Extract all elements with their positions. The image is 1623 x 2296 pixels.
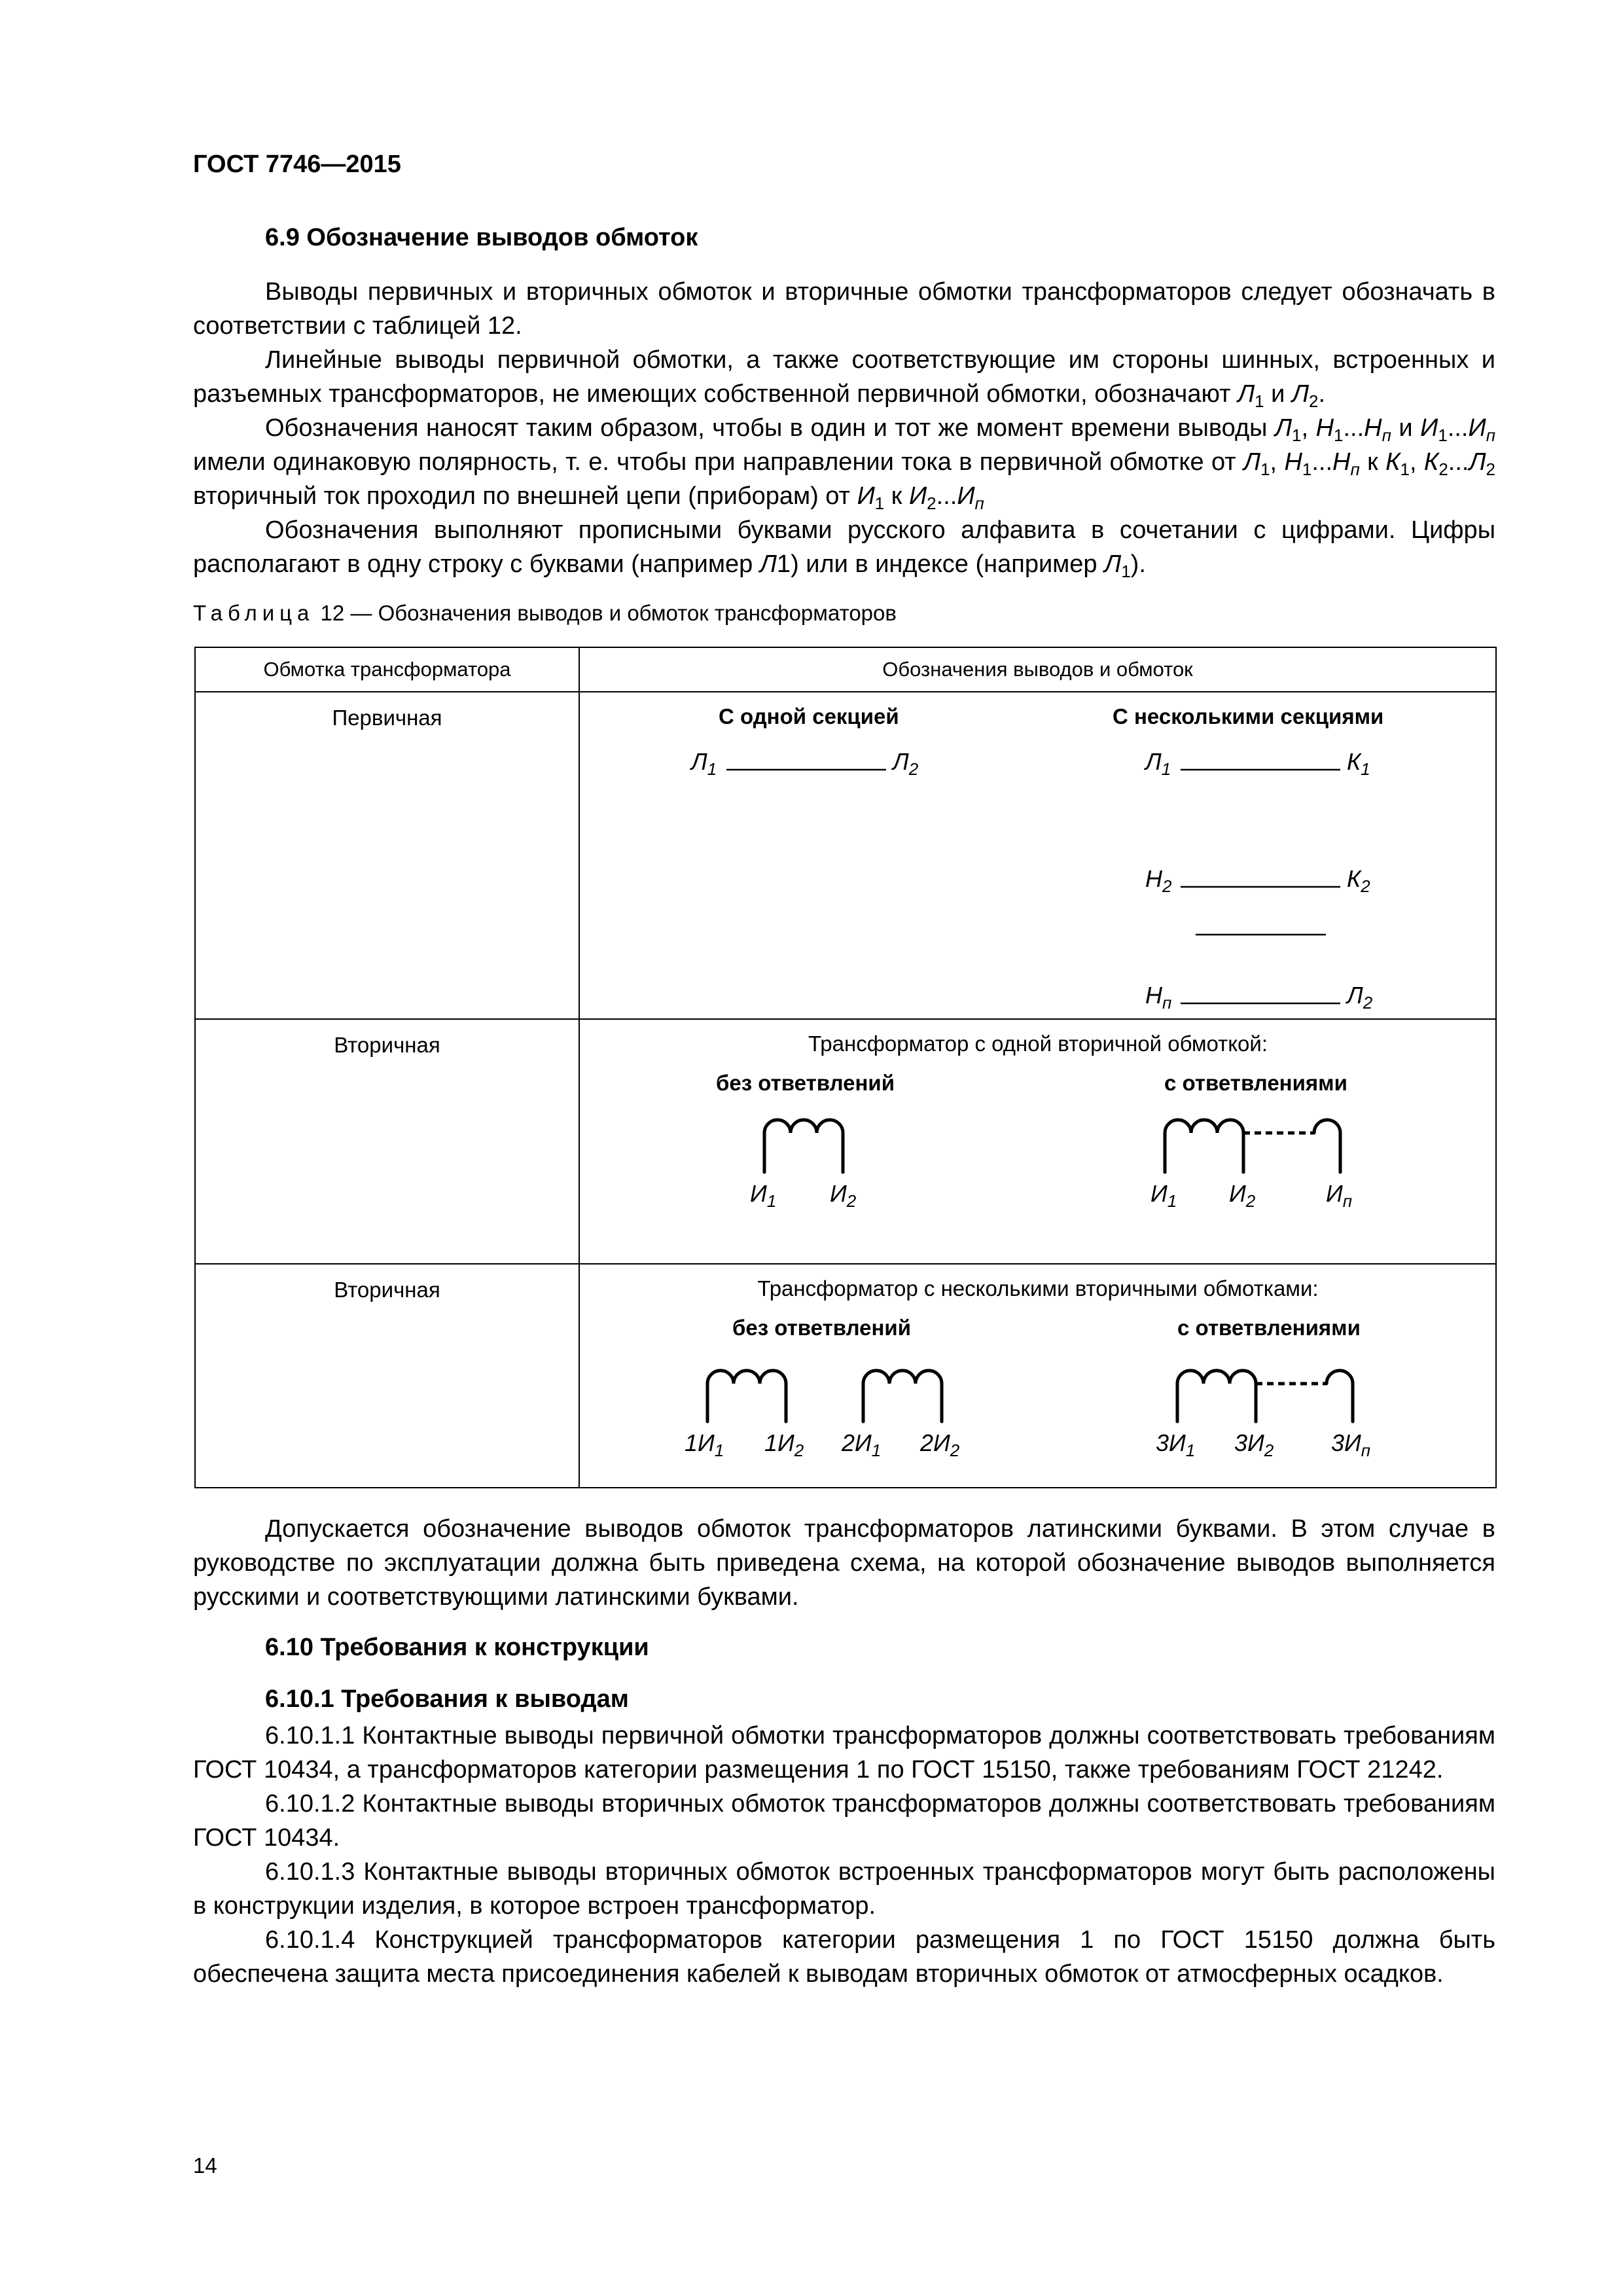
paragraph: Линейные выводы первичной обмотки, а также соответствующие им стороны шинных, встроенных и разъемных трансформаторов, не имеющих собственной первичной обмотки, обозначают $Л_1$ и $Л_2$. (193, 346, 1495, 411)
primary-terminal-lines (580, 692, 1496, 1020)
terminal-label-2i2: $2И_2$ (920, 1429, 960, 1460)
terminal-label-l1: $Л_1$ (691, 748, 717, 779)
terminal-label-hn: $Н_п$ (1145, 982, 1172, 1013)
terminal-label-i1: $И_1$ (1150, 1180, 1177, 1211)
paragraph: Обозначения выполняют прописными буквами русского алфавита в сочетании с цифрами. Цифры располагают в одну строку с буквами (например Л1) или в индексе (например $Л_1$). (193, 516, 1495, 581)
terminal-label-i1: $И_1$ (750, 1180, 777, 1211)
single-secondary-title: Трансформатор с одной вторичной обмоткой: (808, 1031, 1268, 1056)
secondary-multiple-cell (579, 1264, 1496, 1488)
table-12 (194, 647, 1497, 1488)
table-row-secondary-multiple (195, 1264, 1496, 1488)
row-label: Вторичная (334, 1033, 440, 1057)
row-label: Первичная (332, 706, 442, 730)
terminal-label-3i1: $3И_1$ (1156, 1429, 1196, 1460)
table-row-primary (195, 692, 1496, 1019)
no-taps-heading: без ответвлений (716, 1071, 895, 1095)
terminal-label-2i1: $2И_1$ (842, 1429, 882, 1460)
terminal-label-l2: $Л_2$ (893, 748, 919, 779)
no-taps-heading: без ответвлений (732, 1316, 911, 1340)
column-header-designations: Обозначения выводов и обмоток (579, 647, 1496, 692)
with-taps-heading: с ответвлениями (1177, 1316, 1361, 1340)
terminal-label-l1: $Л_1$ (1145, 748, 1171, 779)
paragraph: 6.10.1.4 Конструкцией трансформаторов категории размещения 1 по ГОСТ 15150 должна быть обеспечена защита места присоединения кабелей к выводам вторичных обмоток от атмосферных осадков. (193, 1926, 1495, 1988)
row-label: Вторичная (334, 1278, 440, 1302)
single-section-heading: С одной секцией (719, 704, 899, 728)
with-taps-heading: с ответвлениями (1164, 1071, 1347, 1095)
terminal-label-h2: $Н_2$ (1145, 865, 1172, 896)
paragraph: Допускается обозначение выводов обмоток трансформаторов латинскими буквами. В этом случае в руководстве по эксплуатации должна быть приведена схема, на которой обозначение выводов выполняется русскими и соответствующими латинскими буквами. (193, 1515, 1495, 1611)
table-row-secondary-single (195, 1019, 1496, 1264)
paragraph: 6.10.1.1 Контактные выводы первичной обмотки трансформаторов должны соответствовать требованиям ГОСТ 10434, а трансформаторов категории размещения 1 по ГОСТ 15150, также требованиям ГОСТ 21242. (193, 1722, 1495, 1784)
section-6-9-body (193, 275, 1495, 581)
paragraph: Выводы первичных и вторичных обмоток и вторичные обмотки трансформаторов следует обозначать в соответствии с таблицей 12. (193, 278, 1495, 340)
multiple-secondary-title: Трансформатор с несколькими вторичными обмотками: (757, 1276, 1319, 1300)
after-table-body (193, 1512, 1495, 1614)
secondary-single-cell (579, 1019, 1496, 1264)
terminal-label-l2: $Л_2$ (1347, 982, 1373, 1013)
terminal-label-i2: $И_2$ (1229, 1180, 1256, 1211)
section-6-10-1-title: 6.10.1 Требования к выводам (265, 1685, 629, 1713)
terminal-label-1i1: $1И_1$ (685, 1429, 724, 1460)
table-caption: Таблица 12 — Обозначения выводов и обмоток трансформаторов (193, 601, 897, 625)
multi-section-heading: С несколькими секциями (1113, 704, 1384, 728)
section-6-9-title: 6.9 Обозначение выводов обмоток (265, 224, 698, 251)
page-number: 14 (193, 2153, 217, 2178)
paragraph: Обозначения наносят таким образом, чтобы в один и тот же момент времени выводы $Л_1$, $Н_1...Н_п$ и $И_1...И_п$ имели одинаковую полярность, т. е. чтобы при направлении тока в первичной обмотке от $Л_1$, $Н_1...Н_п$ к $К_1$, $К_2...Л_2$ вторичный ток проходил по внешней цепи (приборам) от $И_1$ к $И_2...И_п$ (193, 414, 1495, 513)
section-6-10-title: 6.10 Требования к конструкции (265, 1634, 649, 1661)
paragraph: 6.10.1.3 Контактные выводы вторичных обмоток встроенных трансформаторов могут быть расположены в конструкции изделия, в которое встроен трансформатор. (193, 1858, 1495, 1920)
winding-symbols (580, 1020, 1496, 1265)
terminal-label-3in: $3И_п$ (1331, 1429, 1371, 1460)
column-header-winding: Обмотка трансформатора (195, 647, 579, 692)
document-header: ГОСТ 7746—2015 (193, 151, 401, 178)
section-6-10-body (193, 1719, 1495, 1991)
paragraph: 6.10.1.2 Контактные выводы вторичных обмоток трансформаторов должны соответствовать требованиям ГОСТ 10434. (193, 1790, 1495, 1852)
primary-designations-cell (579, 692, 1496, 1019)
terminal-label-k2: $К_2$ (1347, 865, 1370, 896)
terminal-label-in: $И_п$ (1326, 1180, 1353, 1211)
terminal-label-i2: $И_2$ (830, 1180, 857, 1211)
terminal-label-k1: $К_1$ (1347, 748, 1370, 779)
terminal-label-3i2: $3И_2$ (1234, 1429, 1274, 1460)
terminal-label-1i2: $1И_2$ (764, 1429, 804, 1460)
